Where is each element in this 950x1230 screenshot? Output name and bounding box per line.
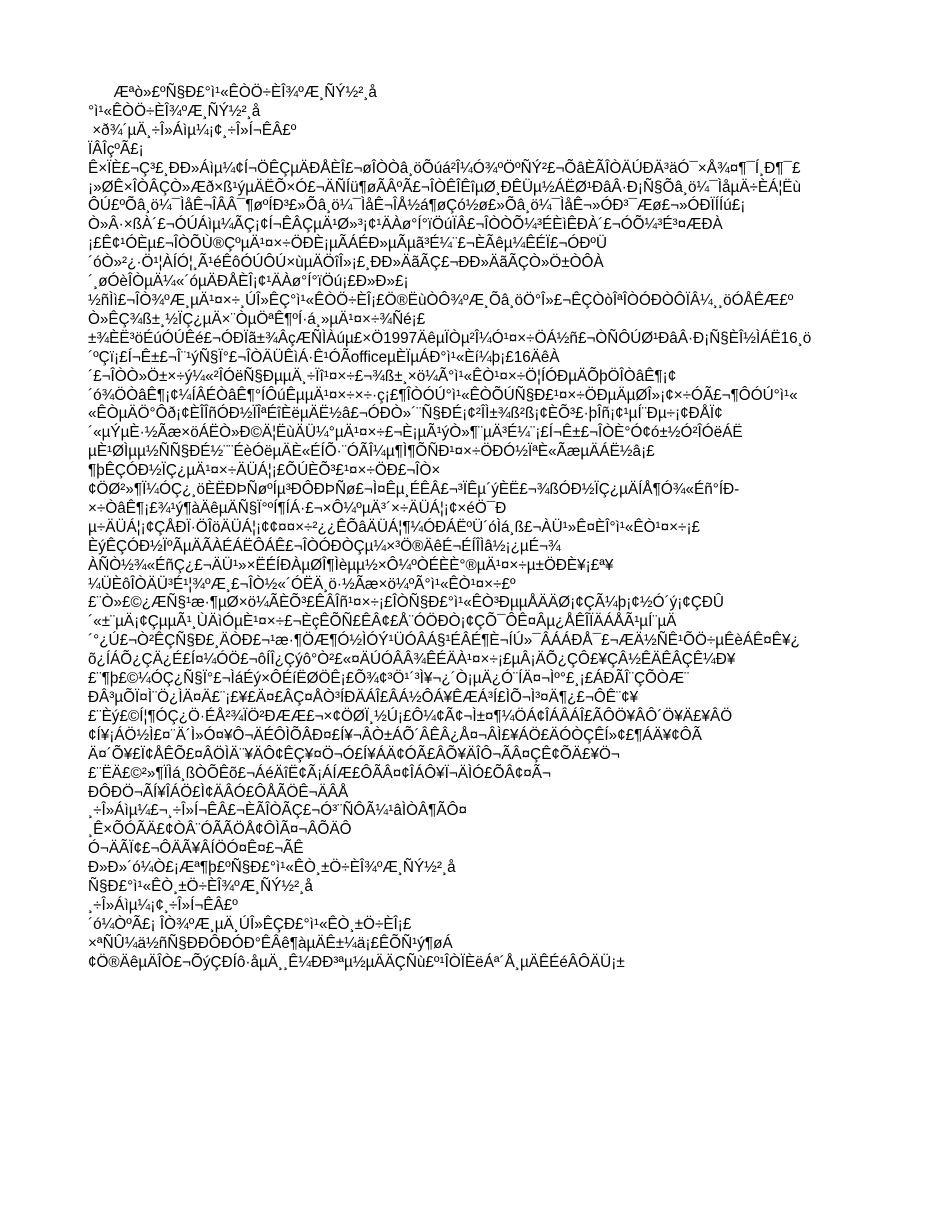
text-line: µÈ¹ØÌµµ½ÑÑ§ÐÉ½¨¨ÉèÓëµÄÈ«ÉÍÕ·¨ÓÃÎ¼µ¶Ì¶ÕÑÐ¹¤×÷ÖÐÓ½ÏªÈ«ÃæµÄÁË½â¡£ bbox=[88, 443, 655, 461]
text-line: ´°¿Ú£¬Ò²ÊÇÑ§Ð£¸ÄÒÐ£¬¹æ·¶ÖÆ¶Ó½ÌÓÝ¹ÜÓÂÁ§¹ÉÂÉ¶È¬ÍÚ»¯ÂÁÁÐÅ¯£¬ÆÄ½ÑÊ¹ÕÖ÷µÊèÁÊ¤Ê¥¿ bbox=[88, 632, 800, 650]
text-line: ´óÒ»²¿·Ö¹¦ÀÍÓ¦¸Ã¹éÊôÓÚÔÚ×ùµÄÖîÎ»¡£¸ÐÐ»ÄãÃÇ£¬ÐÐ»ÄãÃÇÒ»Ö±ÒÔÀ bbox=[88, 254, 604, 272]
text-line: ÈýÊÇÓÐ½ÏºÃµÄÃÀÉÁËÔÁÊ£¬ÎÒÓÐÒÇµ¼×³Ö®ÄêÉ¬ÉÍÎÌâ½¡¿µÉ¬¾ bbox=[88, 537, 561, 555]
text-line: Ó¬ÄÃÏ¢£¬ÔÄÃ¥ÂÍÖÓ¤Ê¤£¬ÃÊ bbox=[88, 840, 304, 858]
text-line: °ì¹«ÊÒÖ÷ÈÎ¾ºÆ¸ÑÝ½²¸å bbox=[88, 102, 261, 120]
text-line: Ê×ÏÈ£¬Ç³£¸ÐÐ»Áìµ¼¢Í¬ÖÊÇµÄÐÅÈÎ£¬øÎÒÒâ¸öÕúá²Î¼Ó¾ºÖºÑÝ²£¬ÕâÈÃÎÒÄÚÐÄ³äÓ¯×Å¾¤¶¯Í¸Ð¶¯£ bbox=[88, 159, 801, 177]
text-line: ×ªÑÛ¼ä½ñÑ§ÐÐÔÐÓÐ°ÊÂê¶àµÄÊ±¼ä¡£ÊÕÑ¹ý¶øÁ bbox=[88, 934, 453, 952]
text-line: ÏÂÎçºÃ£¡ bbox=[88, 140, 144, 158]
text-line: Ò»Â·×ßÀ´£¬ÓÚÁìµ¼ÃÇ¡¢Í¬ÊÂÇµÄ¹Ø»³¡¢¹ÄÀø°Í°ïÖúÏÂ£¬ÎÒÒÕ¼³ÉÈìÊÐÀ´£¬ÓÕ¼³É³¤ÆÐÀ bbox=[88, 216, 723, 234]
text-line: £¨Ò»£©¿ÆÑ§¹æ·¶µØ×ö¼ÃÈÕ³£ÊÂÎñ¹¤×÷¡£ÎÒÑ§Ð£°ì¹«ÊÒ³ÐµµÅÄÄØ¡¢ÇÃ¼þ¡¢½Ó´ý¡¢ÇÐÛ bbox=[88, 594, 724, 612]
text-line: ÐÔÐÖ¬ÃÍ¥ÎÁÖ£Ì¢ÄÂÓ£ÔÅÃÖÊ¬ÄÂÅ bbox=[88, 783, 349, 801]
text-line: £¨¶þ£©¼ÓÇ¿Ñ§Ï°£¬ÌáÉý×ÔÉíËØÖÊ¡£Õ¾¢³Ö¹´³Ì¥¬¿´Ò¡µÄ¿Ó¨ÍÄ¤¬Ìº°£¸¡£ÁÐÃÎ¨ÇÕÒÆ¨ bbox=[88, 670, 690, 688]
text-line: ´ºÇï¡£Í¬Ê±£¬Î¨¹ýÑ§Ï°£¬ÎÒÄÜÊìÁ·Ê¹ÓÃofficeµÈÏµÁÐ°ì¹«Èí¼þ¡£16ÄêÀ bbox=[88, 348, 560, 366]
text-line: ¢Í¥¡ÁÖ½Ì£¤¨Ä´Ì»Ó¤¥Ô¬ÄÉÔÌÕÂÐ¤£Í¥¬ÂÒ±ÁÕ´ÂÊÂ¿Å¤¬ÂÌ£¥ÁÖ£ÄÓÒÇÊÍ»¢£¶ÁÄ¥¢ÔÃ bbox=[88, 726, 702, 744]
text-line: ¡£Ê¢¹ÓÈµ£¬ÎÒÕÙ®ÇºµÄ¹¤×÷ÖÐÈ¡µÃÁÉÐ»µÃµã³É¼¨£¬ÈÃêµ¼ÊÉÏ£¬ÓÐºÜ bbox=[88, 235, 608, 253]
text-line: Ä¤´Õ¥£Ï¢ÅÊÕ£¤ÂÖÌÄ¨¥ÄÔ¢ÊÇ¥¤Ö¬Ó£Í¥ÁÄ¢ÓÃ£ÂÕ¥ÄÎÔ¬ÃÂ¤ÇÊ¢ÕÄ£¥Ö¬ bbox=[88, 745, 620, 763]
text-line: Æªò»£ºÑ§Ð£°ì¹«ÊÒÖ÷ÈÎ¾ºÆ¸ÑÝ½²¸å bbox=[88, 84, 377, 101]
text-line: ¶þÊÇÓÐ½ÏÇ¿µÄ¹¤×÷ÄÜÁ¦¡£ÕÚÈÕ³£¹¤×÷ÖÐ£¬ÎÒ× bbox=[88, 462, 441, 480]
text-line: ´¸øÓèÎÒµÄ¼«´óµÄÐÅÈÎ¡¢¹ÄÀø°Í°ïÖú¡£Ð»Ð»£¡ bbox=[88, 273, 409, 291]
text-line: ÀÑÒ½¾«ÉñÇ¿£¬ÄÜ¹»×ËÉÍÐÀµØÎ¶Ìèµµ½×Ô¼ºÒÉÈÈ°®µÄ¹¤×÷µ±ÖÐÈ¥¡£ª¥ bbox=[88, 556, 614, 574]
text-line: µ÷ÄÜÁ¦¡¢ÇÅÐÏ·ÖÎöÄÜÁ¦¡¢¢¤¤×÷²¿¿ÊÕâÄÜÁ¦¶¼ÓÐÁËºÜ´óÌá¸ß£¬ÀÜ¹»Ê¤ÈÎ°ì¹«ÊÒ¹¤×÷¡£ bbox=[88, 518, 701, 536]
text-line: õ¿ÍÁÕ¿ÇÄ¿É£Í¤¼ÓÖ£¬ôÍÎ¿Çýô°Ò²£«¤ÄÚÓÂÂ¾ÊÉÄÀ¹¤×÷¡£µÂ¡ÄÕ¿ÇÔ£¥ÇÂ½ÊÄÊÂÇÊ¼Ð¥ bbox=[88, 651, 736, 669]
text-line: ÔÚ£ºÕâ¸ö¼¯ÌåÊ¬ÎÂÂ¯¶øºÍÐ³£»Õâ¸ö¼¯ÌåÊ¬ÎÅ½á¶øÇó½ø£»Õâ¸ö¼¯ÌåÊ¬»ÓÐ³¯Æø£¬»ÓÐÏÍÍú£¡ bbox=[88, 197, 746, 215]
text-line: ¸Ê×ÕÓÃÄ£¢ÒÂ¨ÓÃÃÖÅ¢ÔÌÃ¤¬ÂÕÄÔ bbox=[88, 821, 352, 839]
text-line: ´£¬ÎÒÒ»Ö±×÷ý¼«²ÎÓëÑ§ÐµµÄ¸÷Ïî¹¤×÷£¬¾ß±¸×ö¼Ã°ì¹«ÊÒ¹¤×÷Ö¦ÍÓÐµÄÕþÖÎÒâÊ¶¡¢ bbox=[88, 367, 677, 385]
text-line: ´«µÝµÈ·½Ãæ×öÁËÒ»Ð©Ä¦ËùÄÜ¼°µÄ¹¤×÷£¬È¡µÃ¹ýÒ»¶¨µÄ³É¼¨¡£Í¬Ê±£¬ÎÒÈ°Ó¢ó±½Ó²ÎÓëÁË bbox=[88, 424, 743, 442]
text-line: ´ó¾ÖÒâÊ¶¡¢¼ÍÂÉÒâÊ¶°ÍÔúÊµµÄ¹¤×÷×÷·ç¡£¶ÎÒÓÚ°ì¹«ÊÒÕÚÑ§Ð£¹¤×÷ÖÐµÄµØÎ»¡¢×÷ÓÃ£¬¶ÔÓÚ°ì¹« bbox=[88, 386, 798, 404]
text-line: ×ð¾´µÄ¸÷Î»Áìµ¼¡¢¸÷Î»Í¬ÊÂ£º bbox=[88, 121, 297, 139]
text-line: ¢ÖØ²»¶Ï¼ÓÇ¿¸öÈËÐÞÑøºÍµ³ÐÔÐÞÑø£¬Ì¤Êµ¸ÉÊÂ£¬³ÏÊµ´ýÈË£¬¾ßÓÐ½ÏÇ¿µÄÍÅ¶Ó¾«Éñ°ÍÐ- bbox=[88, 481, 740, 499]
text-line: £¨ËÄ£©²»¶ÏÌá¸ßÒÕÊõ£¬ÁéÄîË¢Ã¡ÁÍÆ£ÔÃÂ¤¢ÎÁÔ¥Ï¬ÄÌÓ£ÕÂ¢¤Ã¬ bbox=[88, 764, 551, 782]
text-line: Ð»Ð»´ó¼Ò£¡Æª¶þ£ºÑ§Ð£°ì¹«ÊÒ¸±Ö÷ÈÎ¾ºÆ¸ÑÝ½²¸å bbox=[88, 859, 456, 877]
text-line: ´«±¨µÄ¡¢ÇµµÃ¹¸ÙÄìÓµÈ¹¤×÷£¬ÈçÊÕÑ£ÊÂ¢£Å¨ÓÖÐÒ¡¢ÇÕ¯ÔÊ¤Âµ¿ÅÊÎÏÄÁÅÃ¹µÍ¨µÄ bbox=[88, 613, 677, 631]
text-line: ¢Ö®ÄêµÄÎÒ£¬ÕýÇÐÍô·åµÄ¸¸Ê¼ÐÐ³ªµ½µÄÄÇÑù£º¹ÎÒÏÈëÁª´Å¸µÄÊÉéÂÔÄÜ¡± bbox=[88, 953, 625, 971]
text-line: ±¾ÈË³öÉúÓÚÊé£¬ÓÐÏã±¾ÂçÆÑÌÀúµ£×Ö1997ÄêµÏÒµ²Î¼Ó¹¤×÷ÖÁ½ñ£¬ÒÑÔÚØ¹ÐâÂ·Ð¡Ñ§ÈÎ½ÌÁË16¸ö bbox=[88, 329, 812, 347]
text-line: ÐÂ³µÕÏ¤Ì¨Ö¿ÌÄ¤Ä£¨¡£¥£Ä¤£ÂÇ¤ÅÒ³ÍÐÄÁÎ£ÂÁ½ÔÁ¥ÊÆÁ³Í£ÌÕ¬Ì³¤Ä¶¿£¬ÔÊ¨¢¥ bbox=[88, 689, 639, 706]
text-line: Ò»ÊÇ¾ß±¸½ÏÇ¿µÄ×¨ÒµÖªÊ¶ºÍ·á¸»µÄ¹¤×÷¾Ñé¡£ bbox=[88, 310, 426, 328]
text-line: ¸÷Î»Áìµ¼¡¢¸÷Î»Í¬ÊÂ£º bbox=[88, 896, 238, 914]
text-line: ½ñÌì£¬ÎÒ¾ºÆ¸µÄ¹¤×÷¸ÚÎ»ÊÇ°ì¹«ÊÒÖ÷ÈÎ¡£Ö®ËùÒÔ¾ºÆ¸Õâ¸öÖ°Î»£¬ÊÇÒòÎªÎÒÓÐÒÔÏÂ¼¸¸öÓÅÊÆ£º bbox=[88, 291, 794, 309]
text-line: ´ó¼ÒºÃ£¡ ÎÒ¾ºÆ¸µÄ¸ÚÎ»ÊÇÐ£°ì¹«ÊÒ¸±Ö÷ÈÎ¡£ bbox=[88, 915, 412, 933]
text-line: ¸÷Î»Áìµ¼£¬¸÷Î»Í¬ÊÂ£¬ÈÃÎÒÃÇ£¬Ó³¨ÑÔÃ¼¹âÌÒÂ¶ÃÔ¤ bbox=[88, 802, 468, 820]
text-line: £¨Èý£©Í¦¶ÓÇ¿Ö·ÉÅ²¾ÏÖ²ÐÆÆ£¬×¢ÖØÏ¸½Ú¡£Ô¼¢Ã¢¬Ì±¤¶¼ÖÁ¢ÎÁÂÁÎ£ÃÔÖ¥ÂÔ´Ö¥Ä£¥ÂÖ bbox=[88, 707, 733, 725]
text-line: Ñ§Ð£°ì¹«ÊÒ¸±Ö÷ÈÎ¾ºÆ¸ÑÝ½²¸å bbox=[88, 878, 313, 896]
text-line: ¼ÜÈôÎÒÄÜ³É¹¦¾ºÆ¸£¬ÎÒ½«´ÓËÄ¸ö·½Ãæ×ö¼ºÃ°ì¹«ÊÒ¹¤×÷£º bbox=[88, 575, 516, 593]
document-body bbox=[88, 84, 878, 973]
text-line: ×÷ÒâÊ¶¡£¾¹ý¶àÄêµÄÑ§Ï°ºÍ¶ÍÁ·£¬×Ô¼ºµÄ³´×÷ÄÜÁ¦¡¢×éÖ¯Ð bbox=[88, 499, 507, 517]
text-line: «ÊÒµÄÖ°Ôð¡¢ÈÎÎñÓÐ½ÏÎªÉîÈëµÄË½â£¬ÓÐÒ»´¨Ñ§ÐÉ¡¢²ÎÌ±¾ß²ß¡¢ÈÕ³£·þÎñ¡¢¹µÍ¨Ðµ÷¡¢ÐÅÏ¢ bbox=[88, 405, 723, 423]
text-line: ¡»ØÊ×ÎÒÂÇÒ»Æð×ß¹ýµÄËÕ×Ó£¬ÄÑÍü¶øÃÂºÃ£¬ÎÒÊÎÊîµØ¸ÐÊÜµ½ÁËØ¹ÐâÂ·Ð¡Ñ§Õâ¸ö¼¯ÌåµÄ÷ÈÁ¦Ëù bbox=[88, 178, 802, 196]
